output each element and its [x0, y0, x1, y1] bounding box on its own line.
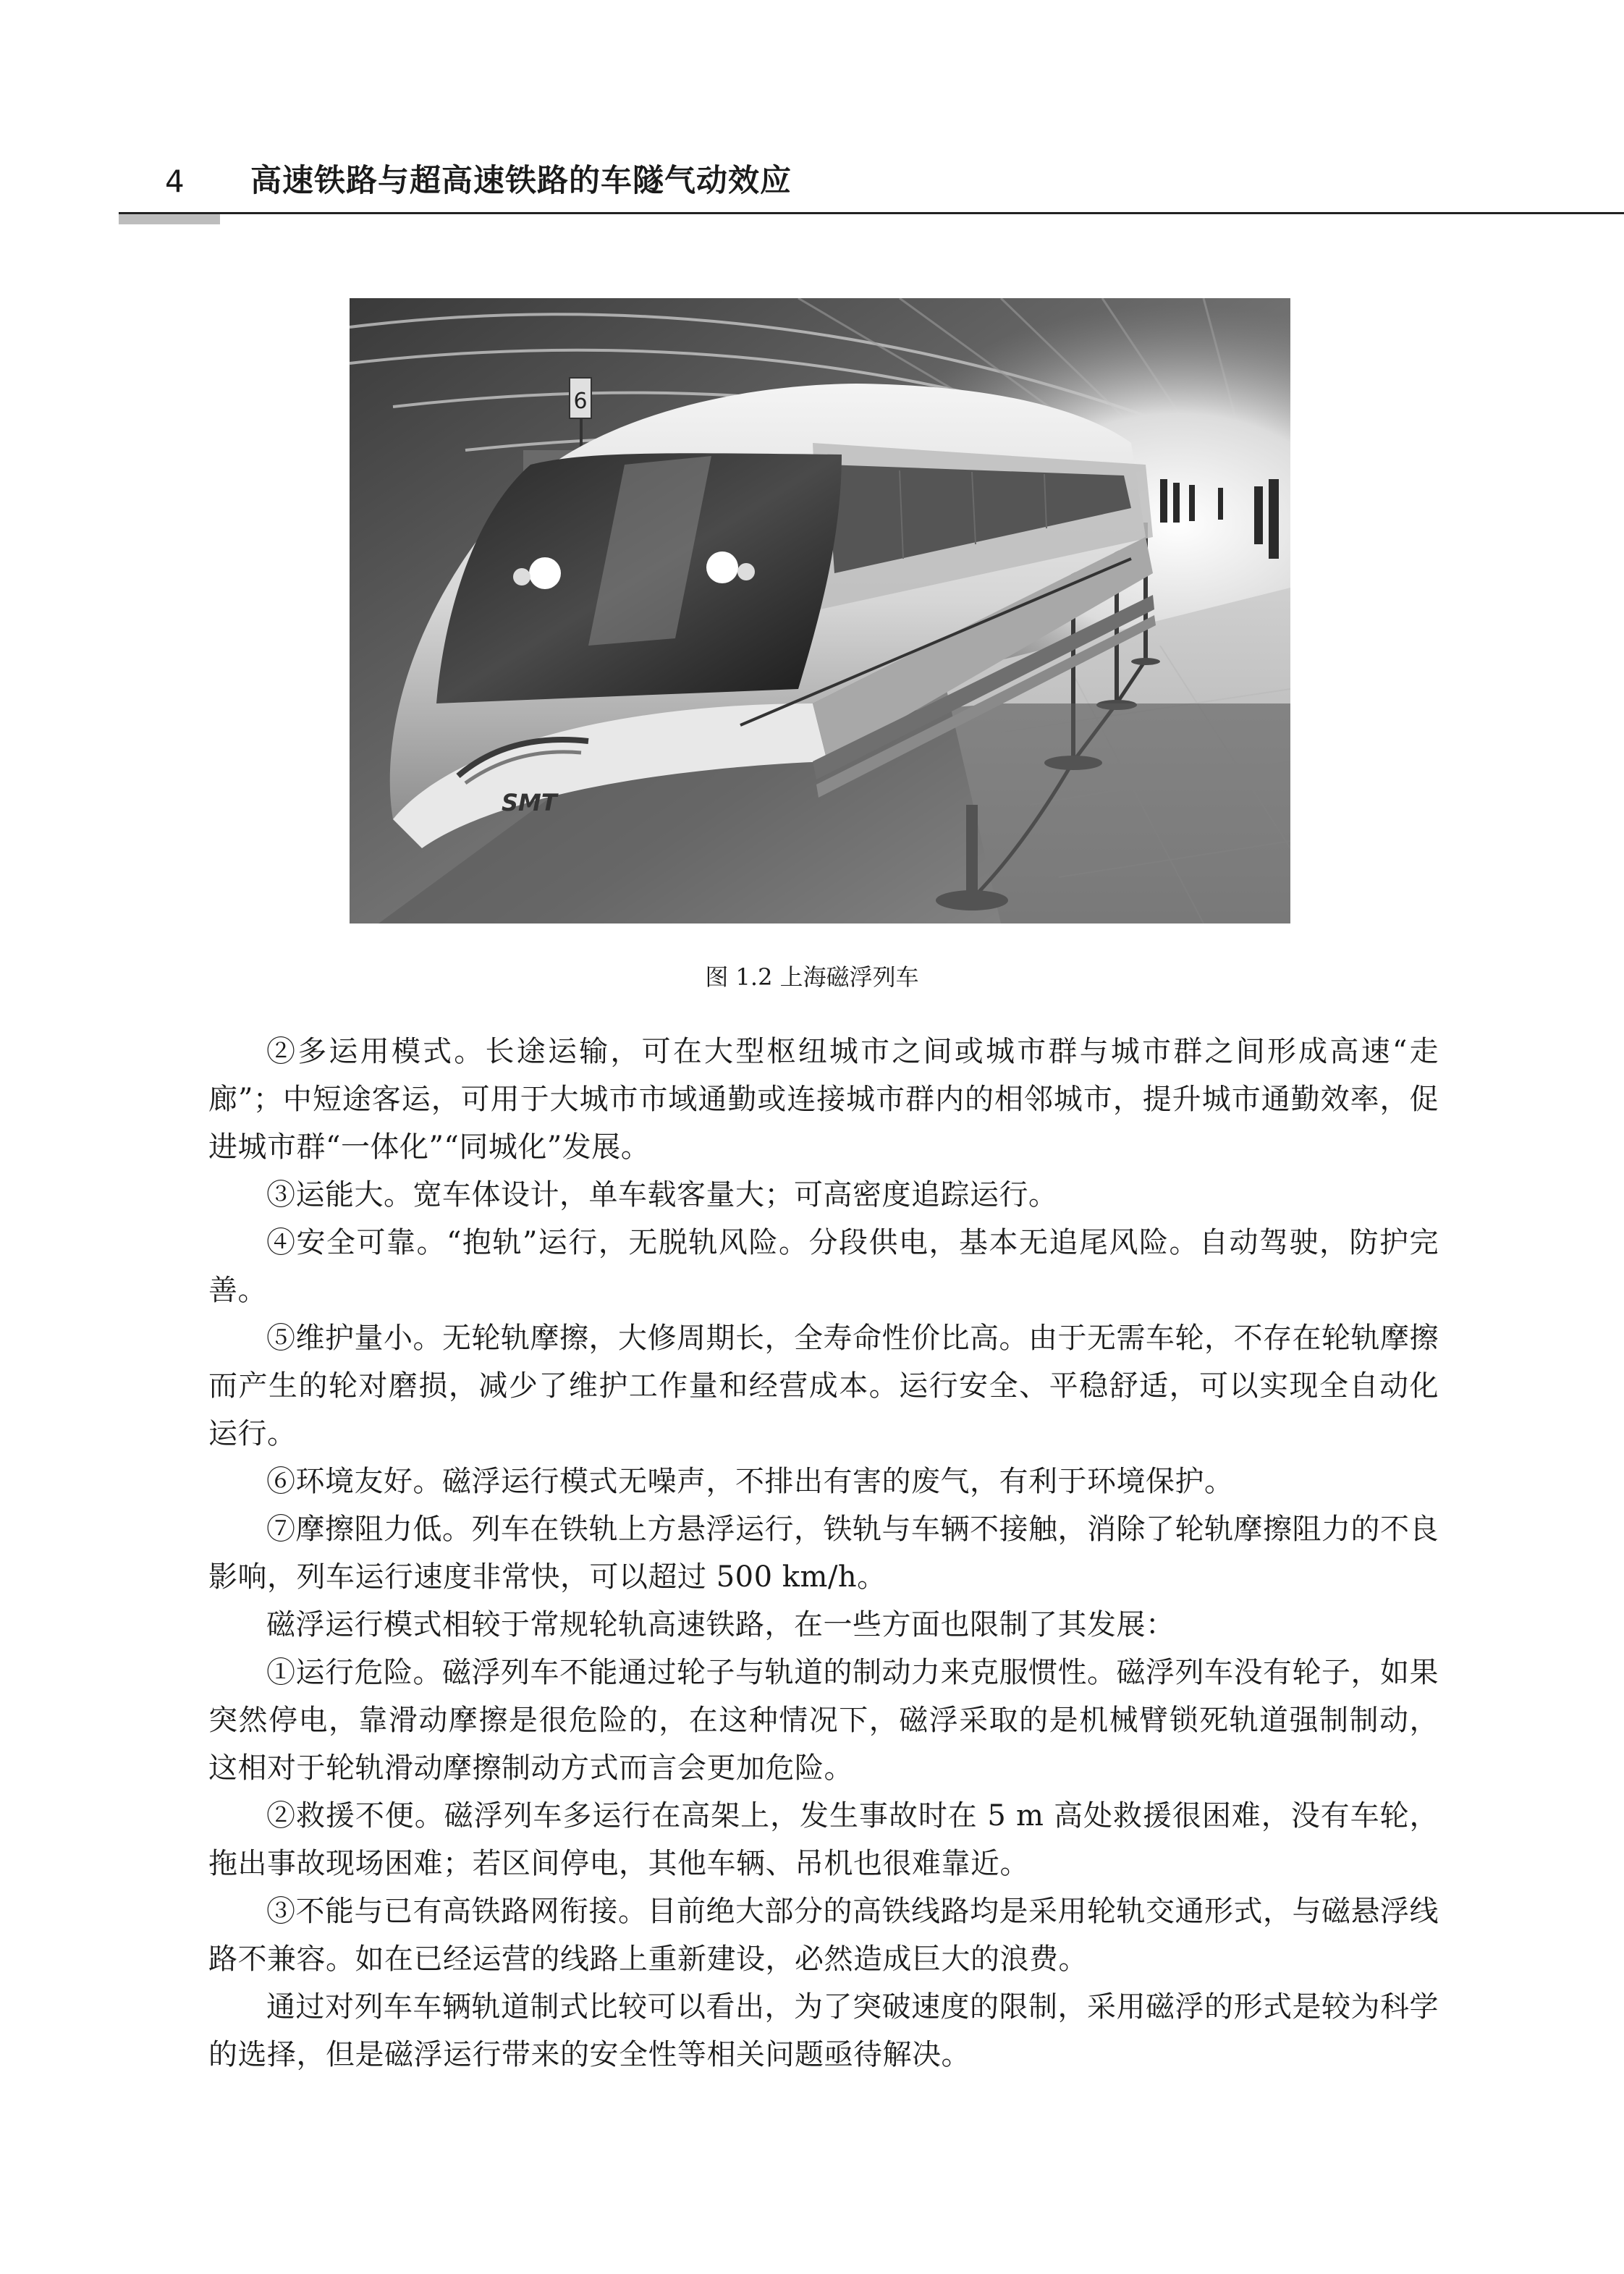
maglev-train-photo [350, 298, 1290, 923]
platform-sign-number: 6 [573, 389, 588, 414]
headlight-left [529, 557, 561, 589]
running-header [0, 0, 1624, 232]
paragraph-environment: ⑥环境友好。磁浮运行模式无噪声，不排出有害的废气，有利于环境保护。 [266, 1465, 1234, 1498]
paragraph-multi-mode: ②多运用模式。长途运输，可在大型枢纽城市之间或城市群与城市群之间形成高速“走廊”；中短途客运，可用于大城市市域通勤或连接城市群内的相邻城市，提升城市通勤效率，促进城市群“一体化”“同城化”发展。 [208, 1035, 1439, 1164]
headlight-right [706, 551, 738, 583]
header-accent-bar [119, 214, 220, 224]
paragraph-limitations-intro: 磁浮运行模式相较于常规轮轨高速铁路，在一些方面也限制了其发展： [266, 1608, 1175, 1641]
figure-maglev-photo [350, 298, 1290, 923]
figure-caption: 图 1.2 上海磁浮列车 [705, 963, 919, 991]
paragraph-rescue: ②救援不便。磁浮列车多运行在高架上，发生事故时在 5 m 高处救援很困难，没有车轮，拖出事故现场困难；若区间停电，其他车辆、吊机也很难靠近。 [208, 1799, 1439, 1880]
smt-logo-text: SMT [502, 789, 557, 816]
paragraph-conclusion: 通过对列车车辆轨道制式比较可以看出，为了突破速度的限制，采用磁浮的形式是较为科学的选择，但是磁浮运行带来的安全性等相关问题亟待解决。 [208, 1990, 1439, 2071]
header-rule [119, 212, 1624, 214]
body-text [208, 1028, 1439, 2079]
paragraph-incompatibility: ③不能与已有高铁路网衔接。目前绝大部分的高铁线路均是采用轮轨交通形式，与磁悬浮线路不兼容。如在已经运营的线路上重新建设，必然造成巨大的浪费。 [208, 1895, 1439, 1976]
paragraph-operation-risk: ①运行危险。磁浮列车不能通过轮子与轨道的制动力来克服惯性。磁浮列车没有轮子，如果突然停电，靠滑动摩擦是很危险的，在这种情况下，磁浮采取的是机械臂锁死轨道强制制动，这相对于轮轨滑动摩擦制动方式而言会更加危险。 [208, 1656, 1439, 1785]
paragraph-safety: ④安全可靠。“抱轨”运行，无脱轨风险。分段供电，基本无追尾风险。自动驾驶，防护完善。 [208, 1226, 1439, 1307]
page-number: 4 [165, 164, 185, 199]
paragraph-capacity: ③运能大。宽车体设计，单车载客量大；可高密度追踪运行。 [266, 1178, 1058, 1212]
running-title: 高速铁路与超高速铁路的车隧气动效应 [250, 163, 792, 199]
paragraph-low-friction: ⑦摩擦阻力低。列车在铁轨上方悬浮运行，铁轨与车辆不接触，消除了轮轨摩擦阻力的不良影响，列车运行速度非常快，可以超过 500 km/h。 [208, 1513, 1439, 1594]
paragraph-maintenance: ⑤维护量小。无轮轨摩擦，大修周期长，全寿命性价比高。由于无需车轮，不存在轮轨摩擦而产生的轮对磨损，减少了维护工作量和经营成本。运行安全、平稳舒适，可以实现全自动化运行。 [208, 1322, 1439, 1450]
